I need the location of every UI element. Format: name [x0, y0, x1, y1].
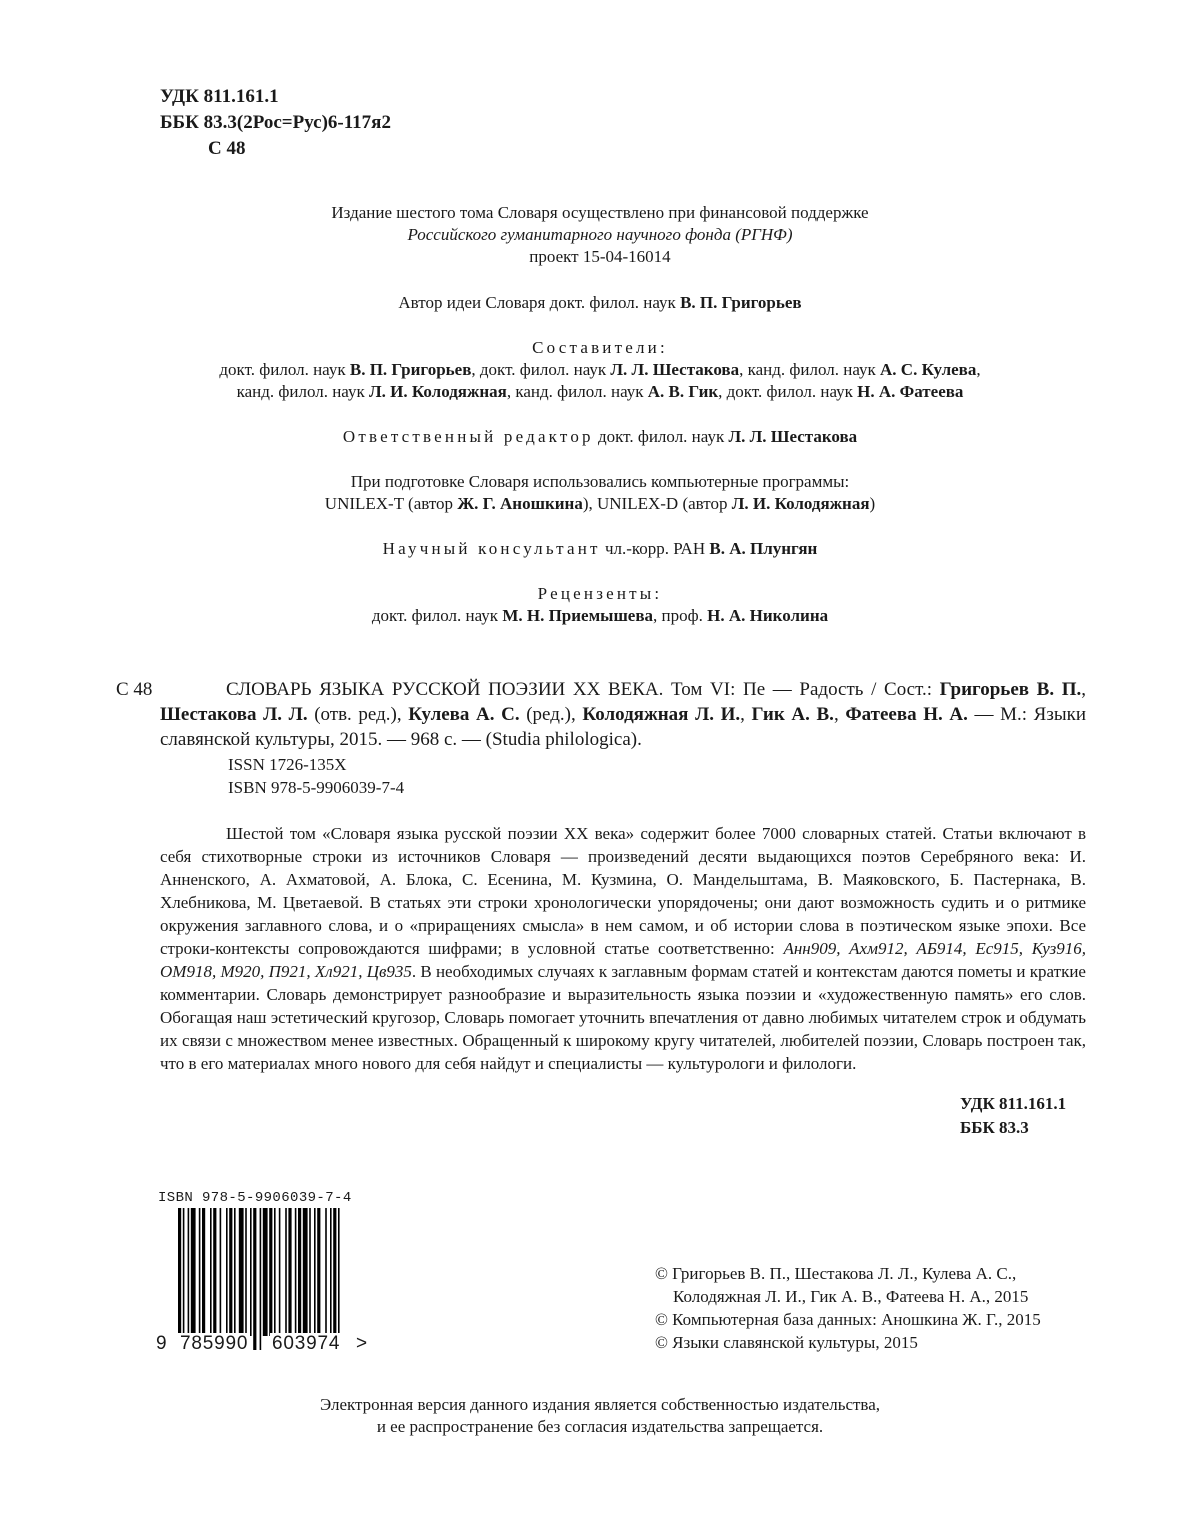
responsible-editor	[120, 426, 1080, 448]
barcode-bar	[213, 1208, 216, 1336]
footer-line-2: и ее распространение без согласия издательства запрещается.	[376, 1417, 824, 1436]
copyright-line-3: © Компьютерная база данных: Аношкина Ж. Г., 2015	[655, 1310, 1041, 1329]
software-note	[120, 471, 1080, 515]
entry-issn: ISSN 1726-135X	[228, 755, 347, 774]
barcode-bar	[226, 1208, 228, 1336]
funding-line-2: Российского гуманитарного научного фонда (РГНФ)	[407, 225, 793, 244]
barcode-bar	[239, 1208, 244, 1336]
barcode-bar	[274, 1208, 276, 1336]
entry-sign: С 48	[116, 679, 153, 700]
copyright-block	[655, 1262, 1041, 1354]
entry-author-4: Колодяжная Л. И.	[582, 704, 741, 725]
entry-identifiers	[228, 753, 404, 799]
compilers-line-1: докт. филол. наук В. П. Григорьев, докт. филол. наук Л. Л. Шестакова, канд. филол. наук А. С. Кулева,	[219, 360, 981, 379]
udk-code: УДК 811.161.1	[160, 86, 279, 107]
udk-bbk-bottom	[960, 1092, 1066, 1140]
barcode-bar	[210, 1208, 212, 1336]
barcode-bar	[338, 1208, 340, 1350]
barcode-bar	[253, 1208, 256, 1350]
editor-text: докт. филол. наук	[593, 427, 729, 446]
abstract-paragraph: Шестой том «Словаря языка русской поэзии XX века» содержит более 7000 словарных статей. Статьи включают в себя стихотворные строки из источников Словаря — произведений десяти выдающихся поэтов Серебряного века: И. Анненского, А. Ахматовой, А. Блока, С. Есенина, М. Кузмина, О. Мандельштама, В. Маяковского, Б. Пастернака, В. Хлебникова, М. Цветаевой. В статьях эти строки хронологически упорядочены; они дают возможность судить и о ритмике окружения заглавного слова, и о «приращениях смысла» в нем самом, и об истории слова в поэтическом языке эпохи. Все строки-контексты сопровождаются шифрами; в условной статье соответственно: Анн909, Ахм912, АБ914, Ес915, Куз916, ОМ918, М920, П921, Хл921, Цв935. В необходимых случаях к заглавным формам статей и контекстам даются пометы и краткие комментарии. Словарь демонстрирует разнообразие и выразительность языка поэзии и «художественную память» его слов. Обогащая наш эстетический кругозор, Словарь помогает уточнить впечатления от давно любимых читателем строк и обдумать их связи с множеством менее известных. Обращенный к широкому кругу читателей, любителей поэзии, Словарь построен так, что в его материалах много нового для себя найдут и специалисты — культурологи и филологи.	[160, 824, 1087, 1073]
udk-bottom: УДК 811.161.1	[960, 1094, 1067, 1113]
barcode-bar	[178, 1208, 181, 1350]
barcode-bar	[263, 1208, 268, 1336]
barcode-bar	[279, 1208, 281, 1336]
compilers-block	[120, 337, 1080, 403]
footer-line-1: Электронная версия данного издания является собственностью издательства,	[319, 1395, 881, 1414]
entry-title: СЛОВАРЬ ЯЗЫКА РУССКОЙ ПОЭЗИИ XX ВЕКА. Том VI: Пе — Радость / Сост.:	[226, 679, 940, 700]
copyright-line-2: Колодяжная Л. И., Гик А. В., Фатеева Н. А., 2015	[673, 1287, 1029, 1306]
compilers-heading: Составители:	[532, 338, 668, 357]
funding-line-3: проект 15-04-16014	[529, 247, 671, 266]
barcode-group-1: 785990	[180, 1333, 249, 1354]
entry-author-3: Кулева А. С.	[408, 704, 520, 725]
barcode-bar	[325, 1208, 327, 1336]
barcode-bar	[333, 1208, 336, 1336]
idea-author-name: В. П. Григорьев	[680, 293, 802, 312]
entry-tail: — М.: Языки славянской культуры, 2015. — 968 с. — (Studia philologica).	[160, 704, 1086, 750]
funding-line-1: Издание шестого тома Словаря осуществлено при финансовой поддержке	[331, 203, 869, 222]
entry-author-2: Шестакова Л. Л.	[160, 704, 308, 725]
entry-author-6: Фатеева Н. А.	[845, 704, 968, 725]
electronic-version-notice	[120, 1394, 1080, 1438]
entry-author-5: Гик А. В.	[751, 704, 834, 725]
barcode-bar	[250, 1208, 252, 1336]
barcode-bar	[269, 1208, 272, 1336]
reviewers-heading: Рецензенты:	[537, 584, 663, 603]
barcode-bar	[298, 1208, 301, 1336]
bibliographic-entry: С 48 СЛОВАРЬ ЯЗЫКА РУССКОЙ ПОЭЗИИ XX ВЕКА. Том VI: Пе — Радость / Сост.: Григорьев В. П., Шестакова Л. Л. (отв. ред.), Кулева А. С. (ред.), Колодяжная Л. И., Гик А. В., Фатеева Н. А. — М.: Языки славянской культуры, 2015. — 968 с. — (Studia philologica).	[116, 679, 1086, 750]
copyright-line-4: © Языки славянской культуры, 2015	[655, 1333, 918, 1352]
entry-author-1: Григорьев В. П.	[939, 679, 1082, 700]
consultant-label: Научный консультант	[382, 539, 601, 558]
software-line-2: UNILEX-T (автор Ж. Г. Аношкина), UNILEX-D (автор Л. И. Колодяжная)	[324, 494, 876, 513]
barcode-first-digit: 9	[156, 1333, 168, 1354]
bbk-bottom: ББК 83.3	[960, 1118, 1029, 1137]
barcode-bar	[202, 1208, 205, 1336]
barcode-bar	[285, 1208, 287, 1336]
barcode-bar	[314, 1208, 316, 1336]
isbn-barcode	[156, 1190, 386, 1360]
barcode-bar	[288, 1208, 291, 1336]
barcode-bar	[245, 1208, 247, 1336]
barcode-bar	[183, 1208, 185, 1350]
barcode-isbn-text: ISBN 978-5-9906039-7-4	[158, 1190, 352, 1206]
barcode-bar	[295, 1208, 297, 1336]
barcode-bar	[234, 1208, 236, 1336]
funding-note	[120, 202, 1080, 268]
barcode-bar	[188, 1208, 190, 1336]
entry-isbn: ISBN 978-5-9906039-7-4	[228, 778, 405, 797]
consultant-name: В. А. Плунгян	[709, 539, 818, 558]
barcode-bar	[260, 1208, 262, 1350]
bbk-code: ББК 83.3(2Рос=Рус)6-117я2	[160, 112, 391, 133]
author-sign: С 48	[208, 138, 246, 159]
reviewers-block	[120, 583, 1080, 627]
compilers-line-2: канд. филол. наук Л. И. Колодяжная, канд. филол. наук А. В. Гик, докт. филол. наук Н. А. Фатеева	[236, 382, 964, 401]
abstract-ciphers: Анн909, Ахм912, АБ914, Ес915, Куз916, ОМ918, М920, П921, Хл921, Цв935	[160, 939, 1087, 981]
idea-author-text: Автор идеи Словаря докт. филол. наук	[398, 293, 681, 312]
idea-author	[120, 292, 1080, 314]
editor-name: Л. Л. Шестакова	[728, 427, 858, 446]
scientific-consultant	[120, 538, 1080, 560]
barcode-bar	[317, 1208, 320, 1336]
classification-codes	[160, 84, 391, 162]
reviewers-line: докт. филол. наук М. Н. Приемышева, проф. Н. А. Николина	[371, 606, 829, 625]
barcode-bar	[220, 1208, 222, 1336]
barcode-arrow: >	[356, 1333, 368, 1354]
barcode-bar	[191, 1208, 196, 1336]
barcode-bar	[229, 1208, 232, 1336]
editor-label: Ответственный редактор	[342, 427, 594, 446]
barcode-bar	[309, 1208, 311, 1336]
consultant-text: чл.-корр. РАН	[600, 539, 710, 558]
barcode-bar	[199, 1208, 201, 1336]
software-line-1: При подготовке Словаря использовались компьютерные программы:	[350, 472, 850, 491]
copyright-line-1: © Григорьев В. П., Шестакова Л. Л., Кулева А. С.,	[655, 1264, 1017, 1283]
barcode-group-2: 603974	[272, 1333, 341, 1354]
barcode-bar	[330, 1208, 332, 1336]
barcode-bar	[303, 1208, 308, 1336]
